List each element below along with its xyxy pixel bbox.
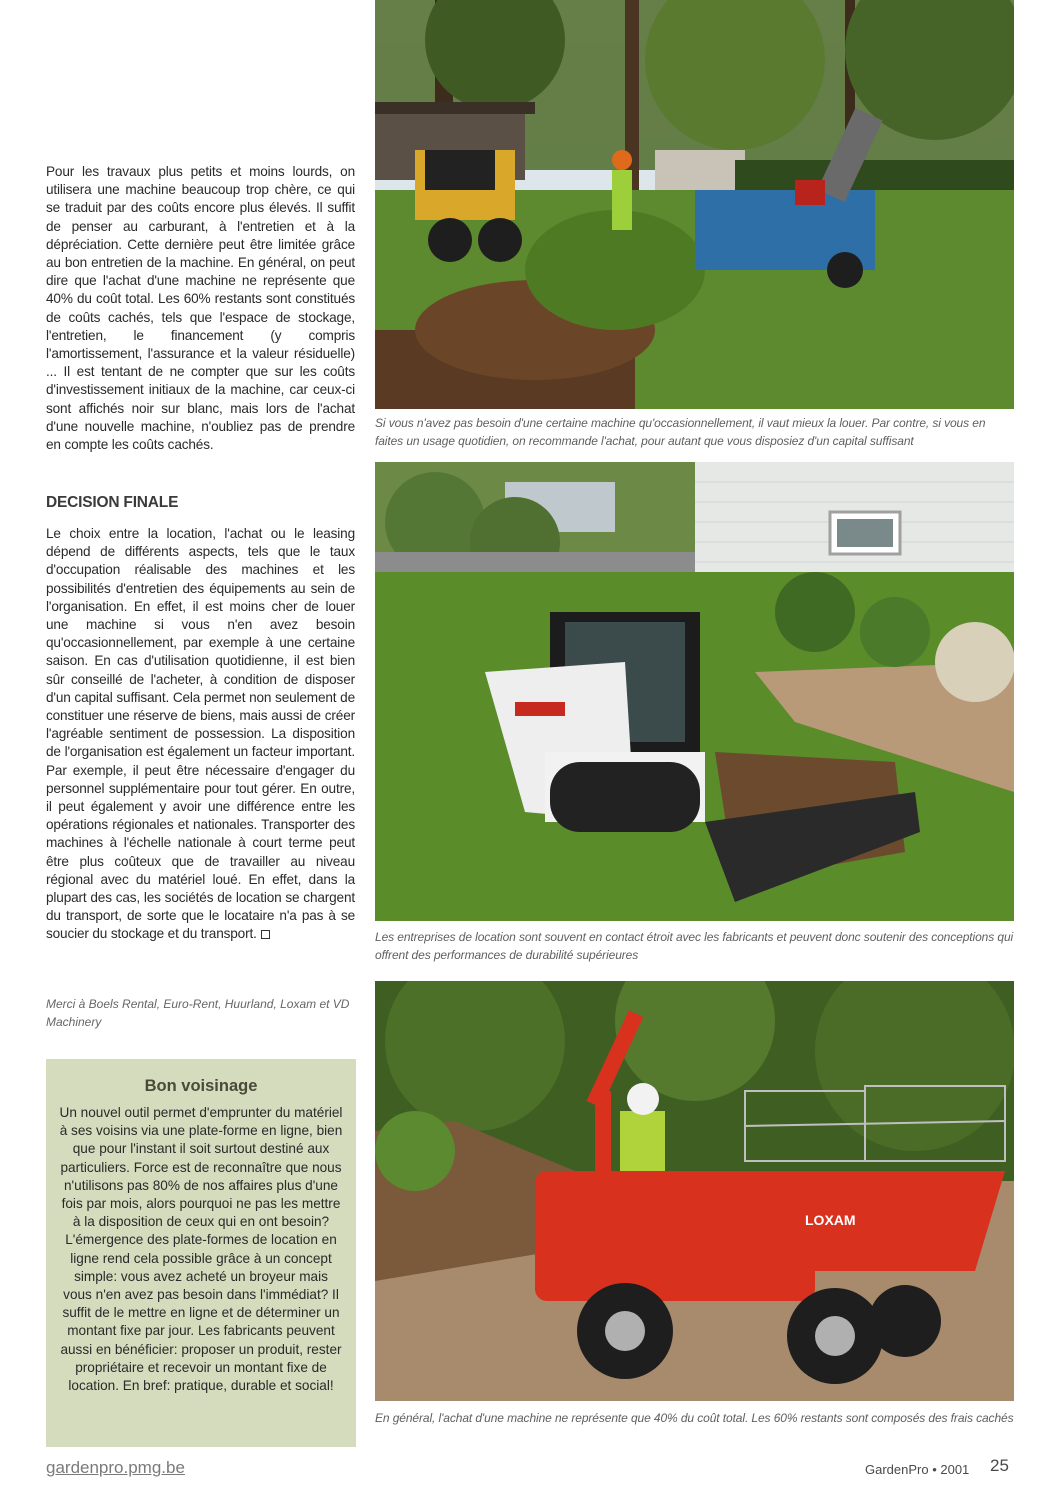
photo-dumper: [375, 981, 1014, 1401]
footer-url[interactable]: gardenpro.pmg.be: [46, 1458, 185, 1477]
section-paragraph: [46, 525, 355, 944]
photo-bobcat: [375, 462, 1014, 921]
photo-bobcat-illustration: [375, 462, 1014, 921]
photo-bobcat-caption: Les entreprises de location sont souvent en contact étroit avec les fabricants et peuvent donc soutenir des conceptions qui offrent des performances de durabilité supérieures: [375, 930, 1014, 962]
footer-publication: GardenPro • 2001: [865, 1462, 970, 1477]
credits: Merci à Boels Rental, Euro-Rent, Huurland, Loxam et VD Machinery: [46, 997, 350, 1029]
photo-dumper-caption: En général, l'achat d'une machine ne représente que 40% du coût total. Les 60% restants sont composés des frais cachés: [375, 1411, 1014, 1425]
intro-paragraph-text: Pour les travaux plus petits et moins lourds, on utilisera une machine beaucoup trop chère, ce qui se traduit par des coûts encore plus élevés. Il suffit de penser au carburant, à l'entretien et à la dépréciation. Cette dernière peut être limitée grâce au bon entretien de la machine. En général, on peut dire que l'achat d'une machine ne représente que 40% du coût total. Les 60% restants sont constitués de coûts cachés, tels que l'espace de stockage, l'entretien, le financement (y compris l'amortissement, l'assurance et la valeur résiduelle) ... Il est tentant de ne compter que sur les coûts d'investissement initiaux de la machine, car ceux-ci sont affichés noir sur blanc, mais lors de l'achat d'une nouvelle machine, n'oubliez pas de prendre en compte les coûts cachés.: [46, 164, 355, 453]
sidebar-title: Bon voisinage: [144, 1077, 258, 1095]
photo-chipper-caption: Si vous n'avez pas besoin d'une certaine machine qu'occasionnellement, il vaut mieux la louer. Par contre, si vous en faites un usage quotidien, on recommande l'achat, pour autant que vous disposiez d'un capital suffisant: [375, 416, 986, 448]
photo-dumper-illustration: [375, 981, 1014, 1401]
page-number: 25: [990, 1456, 1009, 1475]
end-mark-icon: [261, 930, 270, 939]
dumper-brand-label: LOXAM: [805, 1212, 856, 1228]
section-paragraph-text: Le choix entre la location, l'achat ou le leasing dépend de différents aspects, tels que le taux d'occupation réalisable des machines et les possibilités d'entretien des équipements au sein de l'organisation. En effet, il est moins cher de louer une machine si vous n'en avez besoin qu'occasionnellement, par exemple à une certaine saison. En cas d'utilisation quotidienne, il est bien sûr conseillé de l'acheter, à condition de disposer d'un capital suffisant. Cela permet non seulement de constituer une réserve de biens, mais aussi de créer l'agréable sentiment de possession. La disposition de l'organisation est également un facteur important. Par exemple, il peut être nécessaire d'engager du personnel supplémentaire pour tout gérer. En outre, il peut également y avoir une différence entre les opérations régionales et nationales. Transporter des machines à l'échelle nationale à court terme peut être plus coûteux que de travailler au niveau régional avec du matériel loué. En effet, dans la plupart des cas, les sociétés de location se chargent du transport, de sorte que le locataire n'a pas à se soucier du stockage et du transport.: [46, 526, 355, 942]
intro-paragraph: [46, 163, 355, 454]
photo-chipper: [375, 0, 1014, 409]
sidebar-box: [46, 1059, 356, 1447]
section-heading: DECISION FINALE: [46, 494, 179, 511]
sidebar-body: Un nouvel outil permet d'emprunter du matériel à ses voisins via une plate-forme en ligne, bien que pour l'instant il soit surtout destiné aux particuliers. Force est de reconnaître que nous n'utilisons pas 80% de nos affaires plus d'une fois par mois, alors pourquoi ne pas les mettre à la disposition de ceux qui en ont besoin? L'émergence des plate-formes de location en ligne rend cela possible grâce à un concept simple: vous avez acheté un broyeur mais vous n'en avez pas besoin dans l'immédiat? Il suffit de le mettre en ligne et de déterminer un montant fixe par jour. Les fabricants peuvent aussi en bénéficier: proposer un produit, rester propriétaire et recevoir un montant fixe de location. En bref: pratique, durable et social!: [59, 1105, 343, 1394]
photo-chipper-illustration: [375, 0, 1014, 409]
